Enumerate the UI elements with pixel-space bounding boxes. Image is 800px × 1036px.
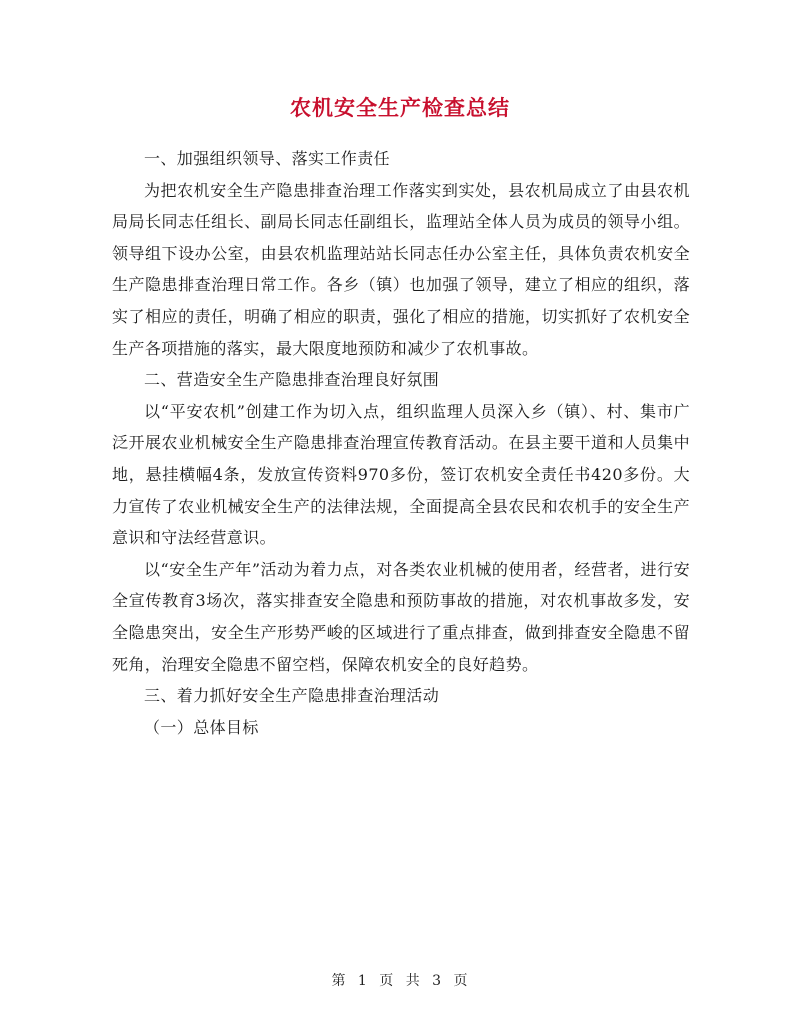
footer-total-pages: 3 [432,973,443,989]
paragraph: 以“平安农机”创建工作为切入点，组织监理人员深入乡（镇）、村、集市广泛开展农业机械安全生产隐患排查治理宣传教育活动。在县主要干道和人员集中地，悬挂横幅4条，发放宣传资料970多份，签订农机安全责任书420多份。大力宣传了农业机械安全生产的法律法规，全面提高全县农民和农机手的安全生产意识和守法经营意识。 [112,401,690,548]
footer-suffix: 页 [453,973,469,989]
document-body [112,143,690,743]
paragraph: 以“安全生产年”活动为着力点，对各类农业机械的使用者，经营者，进行安全宣传教育3场次，落实排查安全隐患和预防事故的措施，对农机事故多发，安全隐患突出，安全生产形势严峻的区域进行了重点排查，做到排查安全隐患不留死角，治理安全隐患不留空档，保障农机安全的良好趋势。 [112,559,690,674]
section-heading: 三、着力抓好安全生产隐患排查治理活动 [144,686,440,706]
paragraph: 为把农机安全生产隐患排查治理工作落实到实处，县农机局成立了由县农机局局长同志任组长、副局长同志任副组长，监理站全体人员为成员的领导小组。领导组下设办公室，由县农机监理站站长同志任办公室主任，具体负责农机安全生产隐患排查治理日常工作。各乡（镇）也加强了领导，建立了相应的组织，落实了相应的责任，明确了相应的职责，强化了相应的措施，切实抓好了农机安全生产各项措施的落实，最大限度地预防和减少了农机事故。 [112,180,690,358]
footer-mid1: 页 [379,973,395,989]
document-title: 农机安全生产检查总结 [290,95,510,120]
footer-mid2: 共 [405,973,421,989]
section-heading: 一、加强组织领导、落实工作责任 [144,149,391,168]
subsection-heading: （一）总体目标 [144,717,259,737]
page-footer [0,970,800,990]
footer-page-number: 1 [357,973,368,989]
section-heading: 二、营造安全生产隐患排查治理良好氛围 [144,370,440,390]
footer-prefix: 第 [331,973,347,989]
